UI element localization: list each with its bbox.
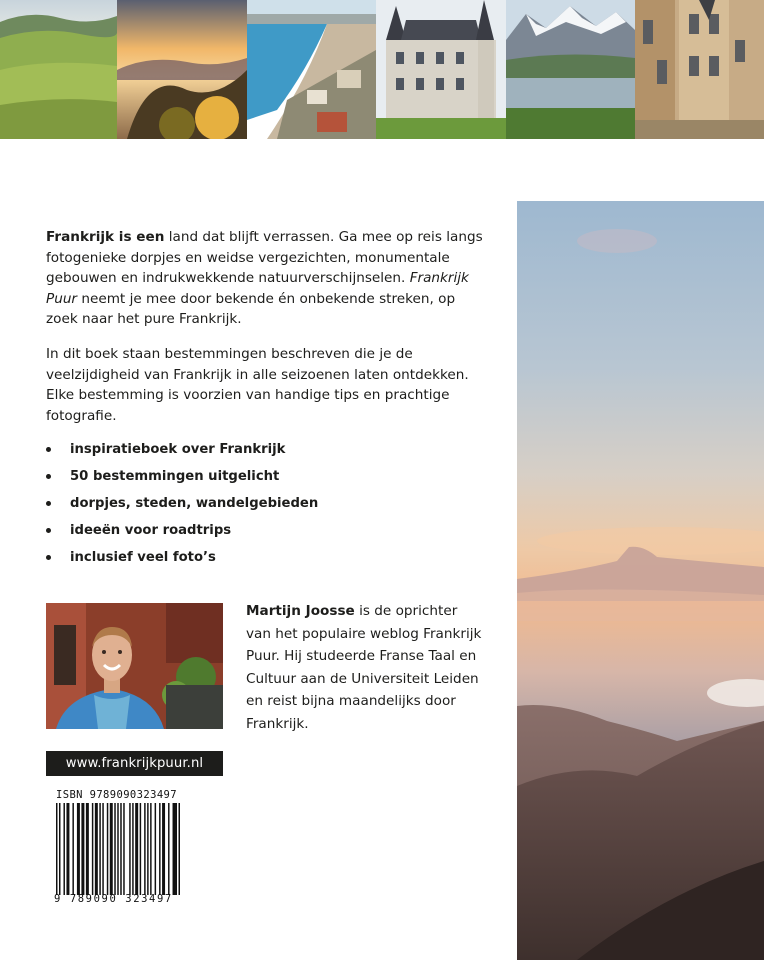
barcode-bar [162,803,165,895]
barcode-bar [107,803,108,895]
barcode-bar [95,803,98,895]
list-item-label: inclusief veel foto’s [70,550,216,565]
bullet-icon [46,555,51,560]
barcode-bar [140,803,141,895]
intro-paragraph [46,227,486,330]
barcode-bar [114,803,115,895]
list-item [46,548,318,575]
barcode-bar [72,803,73,895]
photo-sunset-coast [117,0,247,139]
barcode-bar [147,803,148,895]
isbn-label: ISBN 9789090323497 [56,789,177,801]
barcode-bar [110,803,113,895]
barcode-bar [135,803,138,895]
barcode-bar [81,803,84,895]
list-item [46,494,318,521]
barcode-bar [99,803,100,895]
barcode-bar [77,803,80,895]
barcode-bar [59,803,60,895]
intro-lead-bold: Frankrijk is een [46,229,165,245]
list-item [46,467,318,494]
list-item-label: dorpjes, steden, wandelgebieden [70,496,319,511]
bullet-icon [46,474,51,479]
barcode-bars [56,803,180,895]
photo-strip [0,0,764,139]
barcode-bar [179,803,180,895]
barcode-bar [66,803,69,895]
book-title: Frankrijk Puur [46,270,469,307]
feature-list [46,440,318,575]
photo-green-meadow [0,0,117,139]
barcode-bar [102,803,103,895]
photo-village-street [635,0,764,139]
barcode-bar [129,803,130,895]
barcode-bar [168,803,169,895]
author-photo [46,603,223,729]
barcode-bar [120,803,121,895]
second-paragraph: In dit boek staan bestemmingen beschreven die je de veelzijdigheid van Frankrijk in alle seizoenen laten ontdekken. Elke bestemming is voorzien van handige tips en prachtige fotografie. [46,346,469,424]
photo-seaside-promenade [247,0,376,139]
barcode-bar [150,803,151,895]
barcode-bar [176,803,177,895]
barcode-bar [173,803,176,895]
author-bio [246,600,486,736]
author-name: Martijn Joosse [246,603,355,619]
bullet-icon [46,447,51,452]
mountain-sunset-photo [517,201,764,960]
barcode-bar [86,803,89,895]
photo-mountain-lake [506,0,635,139]
barcode-bar [117,803,118,895]
bullet-icon [46,501,51,506]
barcode-bar [123,803,124,895]
author-bio-text: is de oprichter van het populaire weblog Frankrijk Puur. Hij studeerde Franse Taal en Cultuur aan de Universiteit Leiden en reist bijna maandelijks door Frankrijk. [246,603,482,732]
list-item [46,440,318,467]
intro-end-text: neemt je mee door bekende én onbekende streken, op zoek naar het pure Frankrijk. [46,290,456,328]
barcode-bar [159,803,160,895]
barcode-bar [56,803,57,895]
intro-lead-text: land dat blijft verrassen. Ga mee op reis langs fotogenieke dorpjes en weidse vergezichten, monumentale gebouwen en indrukwekkende natuurverschijnselen. [46,229,483,287]
photo-chateau [376,0,506,139]
barcode-bar [144,803,145,895]
list-item-label: inspiratieboek over Frankrijk [70,442,286,457]
ean-digits: 9 789090 323497 [54,893,173,905]
list-item-label: 50 bestemmingen uitgelicht [70,469,280,484]
website-badge: www.frankrijkpuur.nl [46,751,223,776]
isbn-barcode [46,789,186,905]
list-item-label: ideeën voor roadtrips [70,523,232,538]
barcode-bar [63,803,64,895]
barcode-bar [155,803,156,895]
bullet-icon [46,528,51,533]
list-item [46,521,318,548]
barcode-bar [92,803,93,895]
barcode-bar [132,803,133,895]
